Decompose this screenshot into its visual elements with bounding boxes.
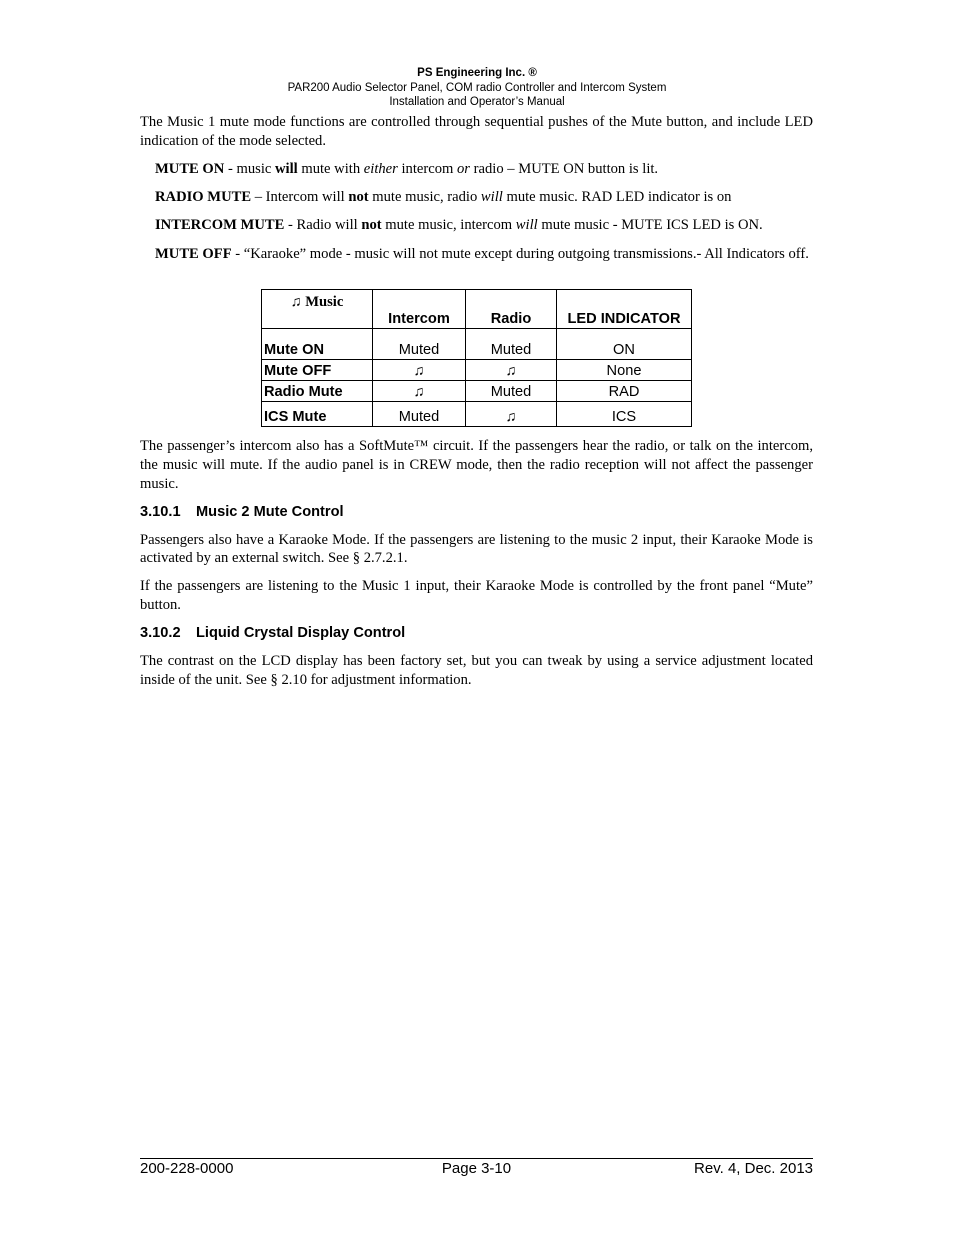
cell-intercom: ♫ xyxy=(373,381,466,402)
section-title: Liquid Crystal Display Control xyxy=(196,625,406,642)
table-row xyxy=(262,329,692,360)
table-row xyxy=(262,360,692,381)
music2-paragraph-1: Passengers also have a Karaoke Mode. If the passengers are listening to the music 2 input, their Karaoke Mode is activated by an external switch. See § 2.7.2.1. xyxy=(140,531,813,567)
mode-text: radio – MUTE ON button is lit. xyxy=(469,160,659,177)
cell-intercom: Muted xyxy=(373,329,466,360)
footer-page-number: Page 3-10 xyxy=(441,1160,512,1177)
row-label: Radio Mute xyxy=(262,381,373,402)
page-footer xyxy=(140,1160,813,1180)
mode-emphasis: will xyxy=(480,189,503,206)
mode-text: mute music, intercom xyxy=(381,217,516,234)
cell-radio: Muted xyxy=(466,329,557,360)
header-product: PAR200 Audio Selector Panel, COM radio Controller and Intercom System xyxy=(287,81,667,94)
table-row xyxy=(262,402,692,427)
mode-text: mute with xyxy=(297,160,364,177)
table-header-led: LED INDICATOR xyxy=(557,290,692,329)
mode-text: intercom xyxy=(397,160,457,177)
mode-term: MUTE OFF xyxy=(155,245,232,262)
header-manual: Installation and Operator’s Manual xyxy=(389,96,565,108)
mode-emphasis: will xyxy=(515,217,538,234)
page-header xyxy=(0,66,954,110)
section-heading-music2 xyxy=(140,503,813,522)
header-company: PS Engineering Inc. ® xyxy=(417,67,537,79)
footer-revision: Rev. 4, Dec. 2013 xyxy=(694,1160,813,1177)
mode-emphasis: or xyxy=(457,160,470,177)
intro-paragraph: The Music 1 mute mode functions are controlled through sequential pushes of the Mute button, and include LED indication of the mode selected. xyxy=(140,114,813,149)
mode-text: mute music, radio xyxy=(368,189,481,206)
table-corner: ♫ Music xyxy=(262,290,373,329)
mode-mute-on xyxy=(155,160,813,179)
mode-emphasis: not xyxy=(348,189,369,206)
table-row xyxy=(262,381,692,402)
mode-emphasis: not xyxy=(361,217,382,234)
music2-paragraph-2: If the passengers are listening to the Music 1 input, their Karaoke Mode is controlled by the front panel “Mute” button. xyxy=(140,578,813,614)
section-heading-lcd xyxy=(140,624,813,643)
mode-text: - Radio will xyxy=(284,217,362,234)
footer-doc-number: 200-228-0000 xyxy=(140,1160,234,1177)
lcd-paragraph: The contrast on the LCD display has been factory set, but you can tweak by using a service adjustment located inside of the unit. See § 2.10 for adjustment information. xyxy=(140,653,813,688)
row-label: ICS Mute xyxy=(262,402,373,427)
mode-text: - “Karaoke” mode - music will not mute except during outgoing transmissions.- All Indicators off. xyxy=(231,245,809,262)
cell-radio: ♫ xyxy=(466,402,557,427)
table-header-row xyxy=(262,290,692,329)
footer-divider xyxy=(140,1158,813,1159)
cell-led: ICS xyxy=(557,402,692,427)
section-title: Music 2 Mute Control xyxy=(196,503,344,520)
table-header-radio: Radio xyxy=(466,290,557,329)
mode-text: - music xyxy=(224,160,275,177)
cell-led: ON xyxy=(557,329,692,360)
page-content xyxy=(140,113,813,699)
mode-term: INTERCOM MUTE xyxy=(155,217,285,234)
table-header-intercom: Intercom xyxy=(373,290,466,329)
cell-led: None xyxy=(557,360,692,381)
mode-intercom-mute xyxy=(155,216,813,235)
cell-intercom: ♫ xyxy=(373,360,466,381)
mode-term: MUTE ON xyxy=(155,160,225,177)
row-label: Mute OFF xyxy=(262,360,373,381)
mode-text: – Intercom will xyxy=(251,189,349,206)
cell-intercom: Muted xyxy=(373,402,466,427)
mode-text: mute music. RAD LED indicator is on xyxy=(502,189,732,206)
row-label: Mute ON xyxy=(262,329,373,360)
mode-term: RADIO MUTE xyxy=(155,189,252,206)
section-number: 3.10.1 xyxy=(140,503,181,520)
mute-mode-table xyxy=(261,289,692,427)
mode-text: mute music - MUTE ICS LED is ON. xyxy=(537,217,763,234)
cell-led: RAD xyxy=(557,381,692,402)
cell-radio: Muted xyxy=(466,381,557,402)
mode-emphasis: will xyxy=(275,160,298,177)
section-number: 3.10.2 xyxy=(140,625,181,642)
cell-radio: ♫ xyxy=(466,360,557,381)
softmute-paragraph: The passenger’s intercom also has a SoftMute™ circuit. If the passengers hear the radio, or talk on the intercom, the music will mute. If the audio panel is in CREW mode, then the radio reception will not affect the passenger music. xyxy=(140,438,813,492)
mode-mute-off xyxy=(155,245,813,264)
mode-radio-mute xyxy=(155,188,813,207)
mode-emphasis: either xyxy=(363,160,398,177)
